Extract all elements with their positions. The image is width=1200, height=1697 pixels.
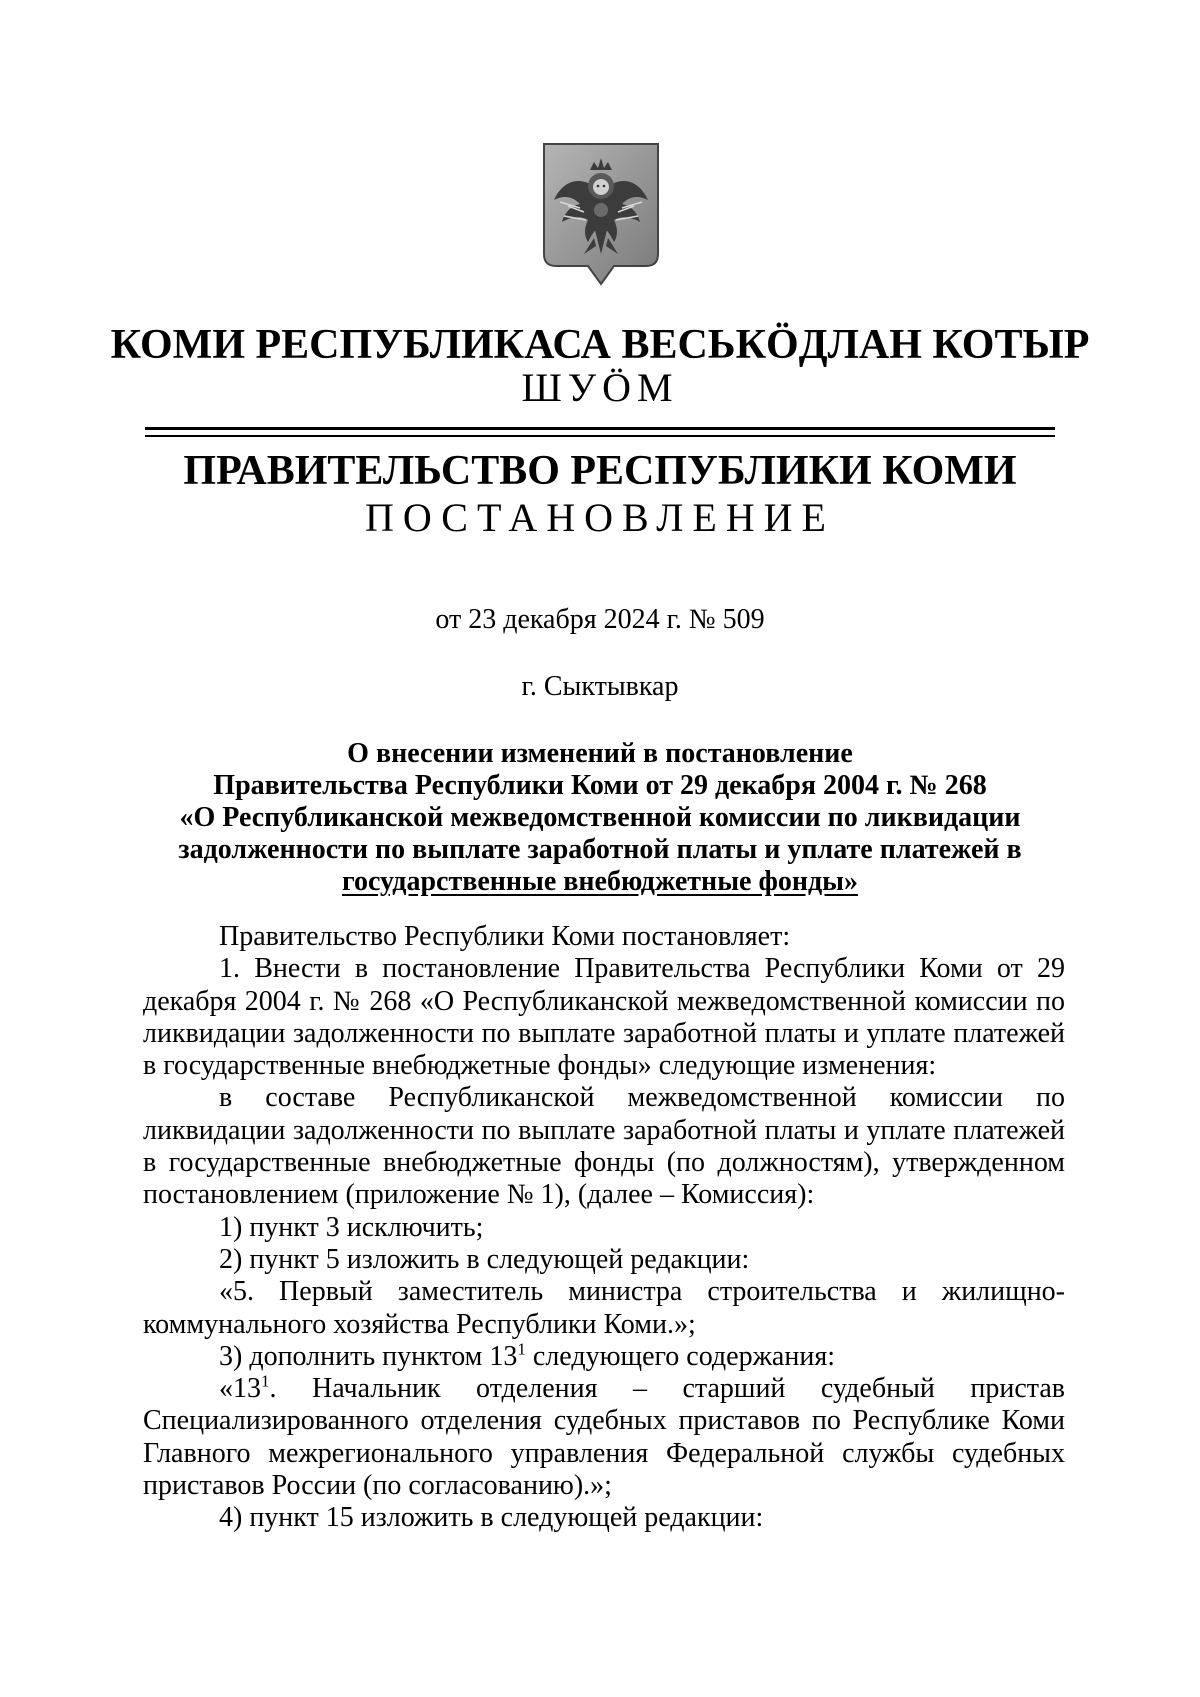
paragraph-subitem-2: 2) пункт 5 изложить в следующей редакции: [219,1243,750,1275]
government-title: ПРАВИТЕЛЬСТВО РЕСПУБЛИКИ КОМИ [183,448,1017,494]
subject-line: задолженности по выплате заработной платы и уплате платежей в [178,834,1022,865]
komi-coat-of-arms-icon [540,142,662,292]
document-date-number: от 23 декабря 2024 г. № 509 [435,604,765,635]
subject-line: Правительства Республики Коми от 29 декабря 2004 г. № 268 [213,770,987,801]
paragraph-subitem-3: 3) дополнить пунктом $13^1$ следующего содержания: [219,1339,835,1372]
document-subject [140,738,1060,898]
paragraph-preamble: Правительство Республики Коми постановляет: [219,921,791,952]
paragraph-quote-5: «5. Первый заместитель министра строительства и жилищно-коммунального хозяйства Республики Коми.»; [143,1276,1065,1340]
paragraph-composition: в составе Республиканской межведомственной комиссии по ликвидации задолженности по выплате заработной платы и уплате платежей в государственные внебюджетные фонды (по должностям), утвержденном постановлением (приложение № 1), (далее – Комиссия): [143,1082,1065,1211]
subject-line: О внесении изменений в постановление [347,738,853,769]
komi-government-title: КОМИ РЕСПУБЛИКАСА ВЕСЬКӦДЛАН КОТЫР [110,322,1090,368]
paragraph-item-1: 1. Внести в постановление Правительства Республики Коми от 29 декабря 2004 г. № 268 «О Республиканской межведомственной комиссии по ликвидации задолженности по выплате заработной платы и уплате платежей в государственные внебюджетные фонды» следующие изменения: [143,953,1065,1082]
document-type: ПОСТАНОВЛЕНИЕ [365,495,835,540]
header-divider-thin [145,435,1055,437]
paragraph-subitem-4: 4) пункт 15 изложить в следующей редакции: [219,1502,764,1534]
document-city: г. Сыктывкар [521,671,679,702]
paragraph-quote-13-1: «$13^1$. Начальник отделения – старший судебный пристав Специализированного отделения судебных приставов по Республике Коми Главного межрегионального управления Федеральной службы судебных приставов России (по согласованию).»; [143,1371,1065,1502]
subject-line: «О Республиканской межведомственной комиссии по ликвидации [179,802,1021,833]
komi-document-type: ШУӦМ [521,365,679,410]
paragraph-subitem-1: 1) пункт 3 исключить; [219,1211,484,1243]
document-body [143,921,1065,1535]
subject-line-underlined: государственные внебюджетные фонды» [341,866,859,897]
header-divider-thick [145,427,1055,430]
